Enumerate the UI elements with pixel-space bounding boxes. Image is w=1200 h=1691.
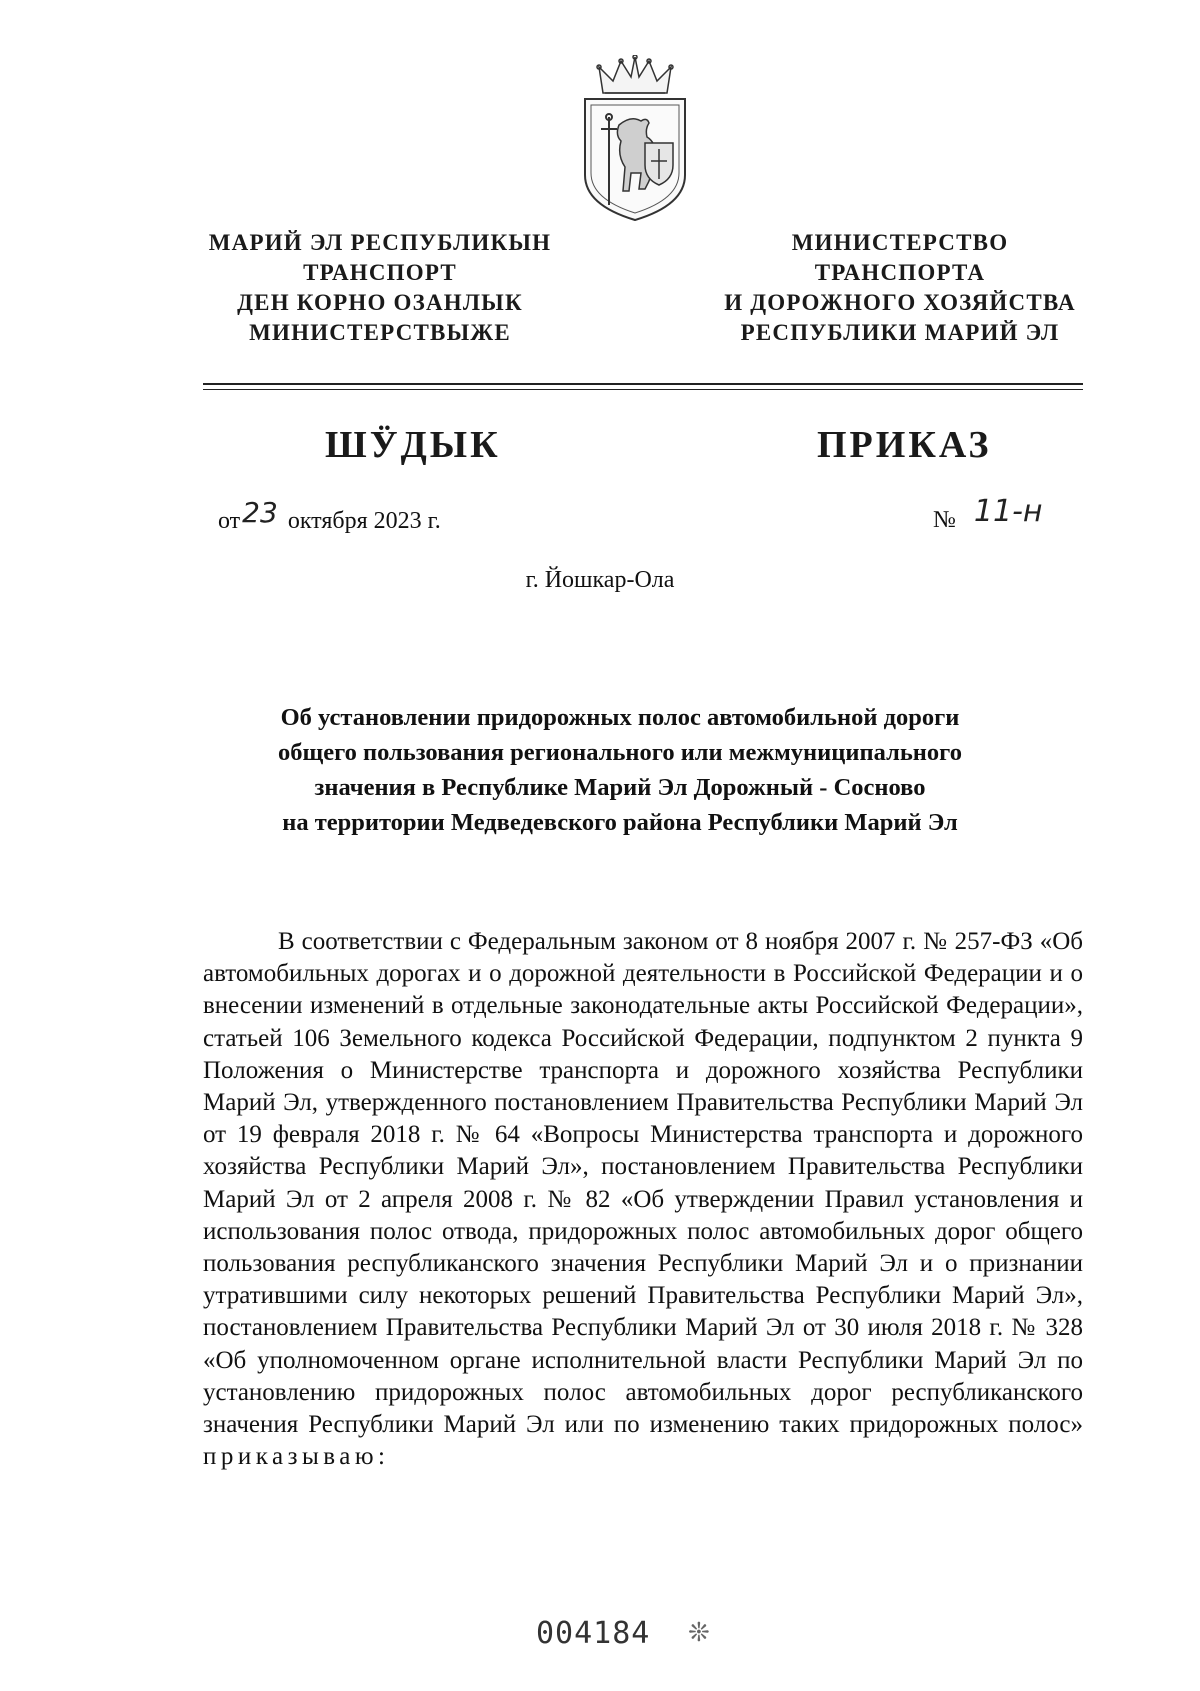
number-value-handwritten: 11-н (973, 494, 1043, 529)
date-day-handwritten: 23 (242, 496, 278, 529)
document-title (180, 700, 1060, 840)
header-left-line: МИНИСТЕРСТВЫЖЕ (249, 320, 511, 345)
document-body (203, 926, 1083, 1473)
title-line: общего пользования регионального или межмуниципального (278, 739, 962, 766)
serial-number: 004184 (536, 1616, 651, 1651)
date-rest: октября 2023 г. (287, 508, 441, 534)
document-date (218, 496, 441, 535)
ministry-name-mari (180, 228, 580, 348)
document-number (933, 494, 1043, 535)
city-name: г. Йошкар-Ола (525, 567, 675, 593)
title-line: на территории Медведевского района Республики Марий Эл (282, 809, 958, 836)
header-right-line: МИНИСТЕРСТВО (791, 230, 1009, 255)
header-divider-thin (203, 389, 1083, 390)
doc-type-russian: ПРИКАЗ (817, 424, 992, 466)
title-line: значения в Республике Марий Эл Дорожный - Сосново (314, 774, 926, 801)
coat-of-arms-icon (575, 55, 695, 225)
body-order-word: приказываю: (203, 1443, 390, 1471)
body-paragraph: В соответствии с Федеральным законом от 8 ноября 2007 г. № 257-ФЗ «Об автомобильных дорогах и о дорожной деятельности в Российской Федерации и о внесении изменений в отдельные законодательные акты Российской Федерации», статьей 106 Земельного кодекса Российской Федерации, подпунктом 2 пункта 9 Положения о Министерстве транспорта и дорожного хозяйства Республики Марий Эл, утвержденного постановлением Правительства Республики Марий Эл от 19 февраля 2018 г. № 64 «Вопросы Министерства транспорта и дорожного хозяйства Республики Марий Эл», постановлением Правительства Республики Марий Эл от 2 апреля 2008 г. № 82 «Об утверждении Правил установления и использования полос отвода, придорожных полос автомобильных дорог общего пользования республиканского значения Республики Марий Эл и о признании утратившими силу некоторых решений Правительства Республики Марий Эл», постановлением Правительства Республики Марий Эл от 30 июля 2018 г. № 328 «Об уполномоченном органе исполнительной власти Республики Марий Эл по установлению придорожных полос автомобильных дорог республиканского значения Республики Марий Эл или по изменению таких придорожных полос» (203, 928, 1083, 1439)
header-left-line: МАРИЙ ЭЛ РЕСПУБЛИКЫН (208, 230, 552, 255)
header-left-line: ТРАНСПОРТ (303, 260, 457, 285)
header-left-line: ДЕН КОРНО ОЗАНЛЫК (237, 290, 523, 315)
header-right-line: РЕСПУБЛИКИ МАРИЙ ЭЛ (740, 320, 1060, 345)
header-right-line: И ДОРОЖНОГО ХОЗЯЙСТВА (724, 290, 1076, 315)
doc-type-mari: ШӰДЫК (325, 424, 501, 466)
number-label: № (933, 507, 956, 533)
title-line: Об установлении придорожных полос автомобильной дороги (280, 704, 960, 731)
ministry-name-russian (700, 228, 1100, 348)
header-right-line: ТРАНСПОРТА (814, 260, 986, 285)
header-divider (203, 383, 1083, 385)
date-prefix: от (218, 508, 241, 534)
asterisk-stamp-icon: ❊ (688, 1618, 710, 1647)
